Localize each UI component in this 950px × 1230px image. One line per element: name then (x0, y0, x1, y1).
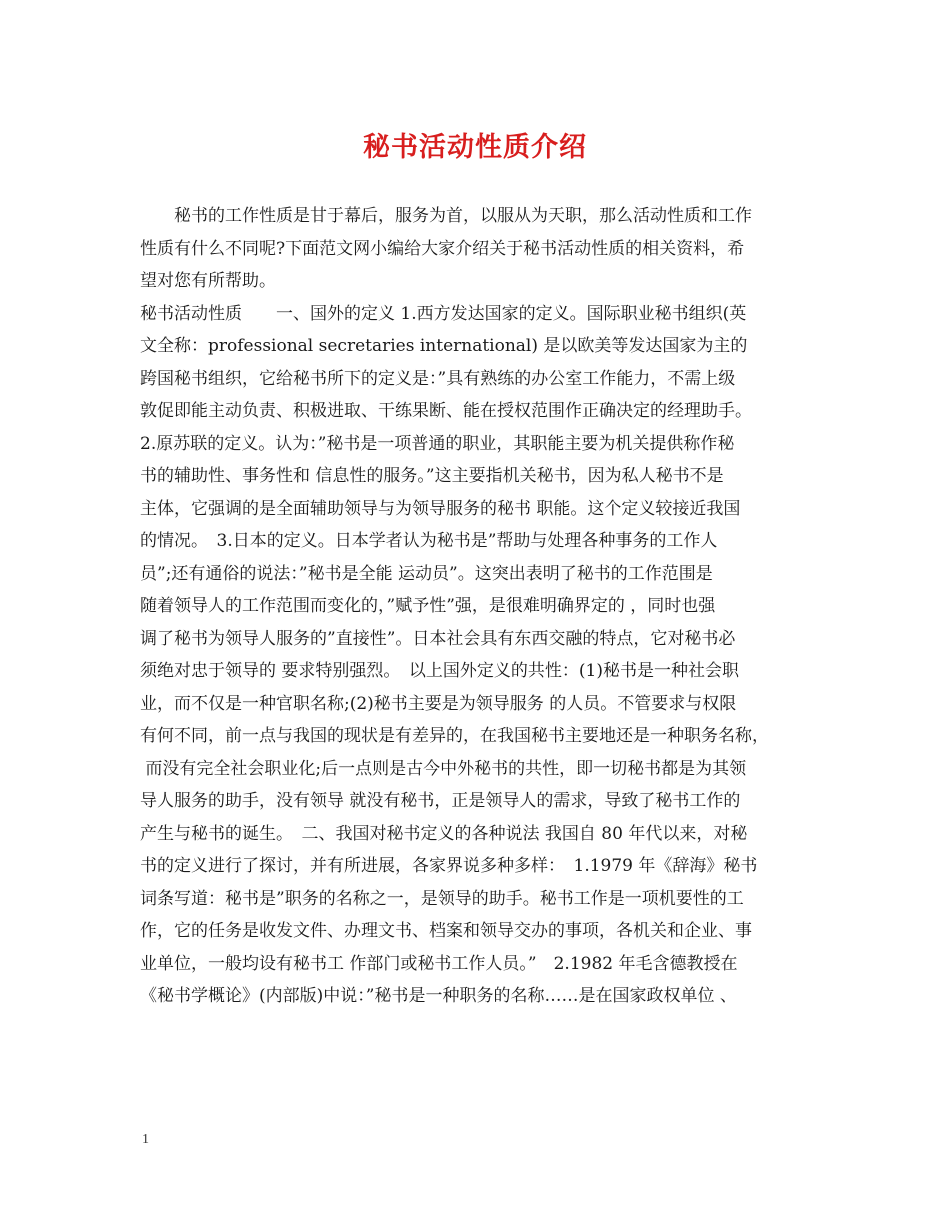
body-line: 望对您有所帮助。 (140, 271, 276, 291)
body-line: 的情况。 3.日本的定义。日本学者认为秘书是”帮助与处理各种事务的工作人 (140, 531, 718, 551)
body-line: 《秘书学概论》(内部版)中说：”秘书是一种职务的名称……是在国家政权单位 、 (140, 986, 737, 1006)
body-line: 须绝对忠于领导的 要求特别强烈。 以上国外定义的共性：(1)秘书是一种社会职 (140, 661, 739, 681)
body-line: 跨国秘书组织，它给秘书所下的定义是：”具有熟练的办公室工作能力，不需上级 (140, 368, 736, 389)
body-line: 书的辅助性、事务性和 信息性的服务。”这主要指机关秘书，因为私人秘书不是 (140, 466, 724, 486)
body-line: 业，而不仅是一种官职名称;(2)秘书主要是为领导服务 的人员。不管要求与权限 (140, 693, 737, 714)
body-line: 主体，它强调的是全面辅助领导与为领导服务的秘书 职能。这个定义较接近我国 (140, 498, 741, 519)
body-line: 导人服务的助手，没有领导 就没有秘书，正是领导人的需求，导致了秘书工作的 (140, 791, 741, 811)
body-line: 书的定义进行了探讨，并有所进展，各家界说多种多样： 1.1979 年《辞海》秘书 (140, 856, 758, 876)
page-number: 1 (142, 1132, 149, 1147)
body-line: 文全称：professional secretaries international) 是以欧美等发达国家为主的 (140, 336, 748, 356)
document-title: 秘书活动性质介绍 (363, 132, 587, 163)
body-line: 2.原苏联的定义。认为：”秘书是一项普通的职业，其职能主要为机关提供称作秘 (140, 433, 735, 454)
body-line: 员”;还有通俗的说法：”秘书是全能 运动员”。这突出表明了秘书的工作范围是 (140, 563, 713, 584)
body-line: 性质有什么不同呢?下面范文网小编给大家介绍关于秘书活动性质的相关资料，希 (140, 238, 745, 259)
body-line: 有何不同，前一点与我国的现状是有差异的，在我国秘书主要地还是一种职务名称， (140, 726, 769, 746)
body-line: 秘书的工作性质是甘于幕后，服务为首，以服从为天职，那么活动性质和工作 (140, 206, 752, 226)
body-line: 秘书活动性质 一、国外的定义 1.西方发达国家的定义。国际职业秘书组织(英 (140, 303, 747, 324)
body-line: 产生与秘书的诞生。 二、我国对秘书定义的各种说法 我国自 80 年代以来，对秘 (140, 823, 748, 844)
body-line: 敦促即能主动负责、积极进取、干练果断、能在授权范围作正确决定的经理助手。 (140, 401, 752, 421)
body-line: 而没有完全社会职业化;后一点则是古今中外秘书的共性，即一切秘书都是为其领 (140, 758, 747, 779)
body-line: 业单位，一般均设有秘书工 作部门或秘书工作人员。” 2.1982 年毛含德教授在 (140, 953, 738, 974)
body-line: 调了秘书为领导人服务的”直接性”。日本社会具有东西交融的特点，它对秘书必 (140, 628, 736, 649)
document-body (140, 200, 810, 1013)
body-line: 作，它的任务是收发文件、办理文书、档案和领导交办的事项，各机关和企业、事 (140, 921, 752, 941)
body-line: 词条写道：秘书是”职务的名称之一，是领导的助手。秘书工作是一项机要性的工 (140, 888, 744, 909)
body-line: 随着领导人的工作范围而变化的，”赋予性”强，是很难明确界定的 ，同时也强 (140, 596, 716, 616)
